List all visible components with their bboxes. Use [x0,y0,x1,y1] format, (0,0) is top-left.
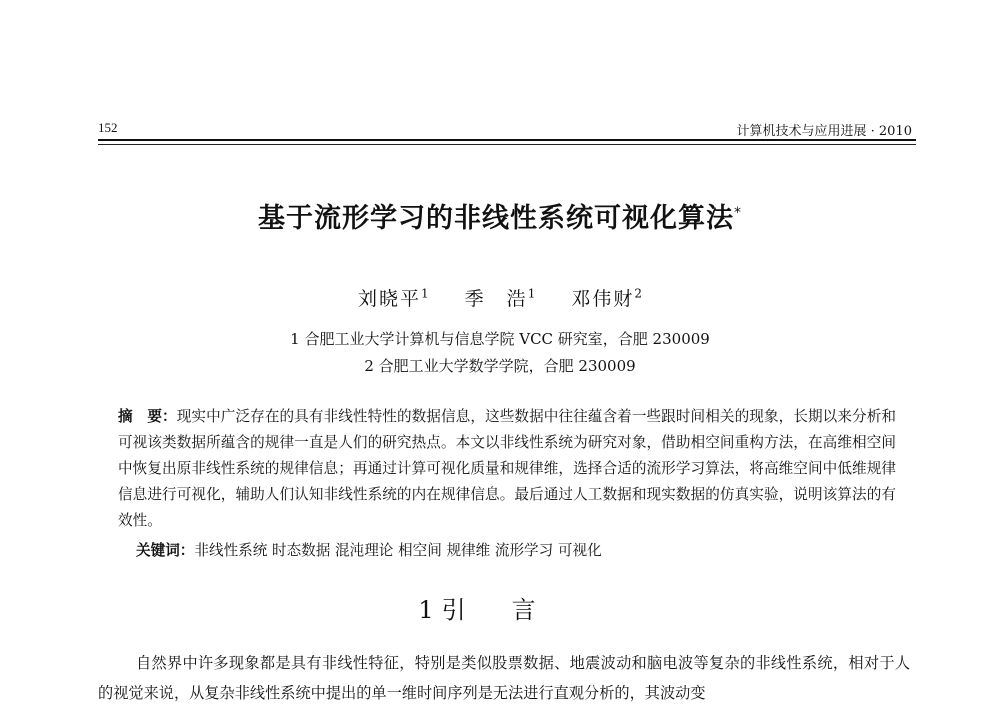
section-title: 引言 [441,596,582,624]
title-footnote-mark: * [734,205,742,221]
header-rule-thin [98,144,916,145]
abstract [118,404,896,534]
author-2 [465,288,536,310]
page-number: 152 [98,120,118,135]
section-heading [0,590,1000,625]
author-affiliation-mark: 2 [634,286,643,301]
keywords [136,539,896,563]
abstract-label: 摘 要： [118,408,177,425]
author-name: 刘晓平 [357,288,421,310]
author-3 [571,288,642,310]
author-1 [358,288,429,310]
abstract-text: 现实中广泛存在的具有非线性特性的数据信息，这些数据中往往蕴含着一些跟时间相关的现象，长期以来分析和可视该类数据所蕴含的规律一直是人们的研究热点。本文以非线性系统为研究对象，借助相空间重构方法，在高维相空间中恢复出原非线性系统的规律信息；再通过计算可视化质量和规律维，选择合适的流形学习算法，将高维空间中低维规律信息进行可视化，辅助人们认知非线性系统的内在规律信息。最后通过人工数据和现实数据的仿真实验，说明该算法的有效性。 [118,408,896,529]
paper-title [0,196,1000,235]
author-affiliation-mark: 1 [420,286,429,301]
body-paragraph: 自然界中许多现象都是具有非线性特征，特别是类似股票数据、地震波动和脑电波等复杂的非线性系统，相对于人的视觉来说，从复杂非线性系统中提出的单一维时间序列是无法进行直观分析的，其波动变 [98,654,910,702]
section-number: 1 [418,596,434,624]
author-affiliation-mark: 1 [527,286,536,301]
paper-title-text: 基于流形学习的非线性系统可视化算法 [258,203,734,234]
journal-running-title: 计算机技术与应用进展 · 2010 [736,124,912,139]
header-rule-thick [98,139,916,141]
affiliation-1: 1 合肥工业大学计算机与信息学院 VCC 研究室，合肥 230009 [290,330,710,348]
author-list [0,284,1000,311]
affiliation-2: 2 合肥工业大学数学学院，合肥 230009 [364,357,636,375]
keywords-label: 关键词： [136,542,195,559]
author-name: 邓伟财 [571,288,635,310]
author-name: 季 浩 [464,288,528,310]
keywords-text: 非线性系统 时态数据 混沌理论 相空间 规律维 流形学习 可视化 [194,542,602,559]
